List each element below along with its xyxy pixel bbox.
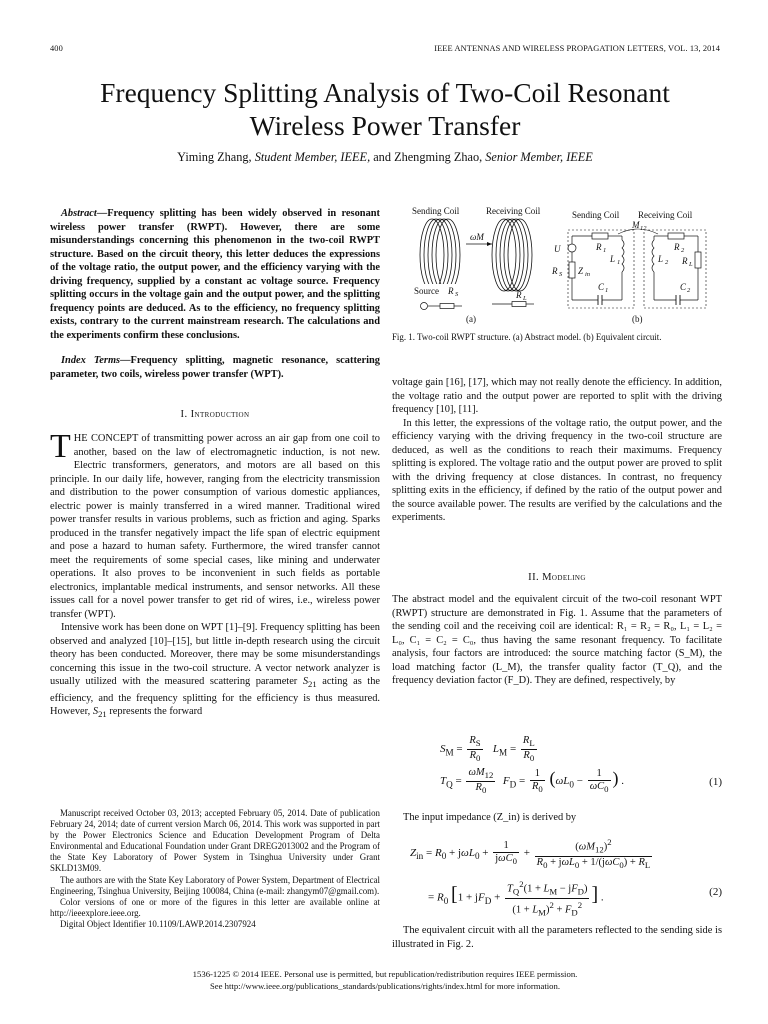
author-list [40,150,730,165]
copyright-line-2: See http://www.ieee.org/publications_standards/publications/rights/index.html for more information. [209,981,561,991]
fig-b-c2: C [680,282,687,292]
fig-b-m12-sub: 12 [640,225,647,232]
fig-b-rl: R [682,256,688,266]
intro-paragraph-1: of transmitting power across an air gap from one coil to another, based on the law of electromagnetic induction, is not new. Electric transformers, generators, and motors are all based on this principle. In our daily life, however, ranging from the electricity transmission and distribution to the power consumption of various domestic appliances, electric power is mainly transferred in a wired manner. Traditional wired power transfer results in various problems, such as friction and aging. Sparks produced in the transfer negatively impact the life span of electric equipment and pose a hazard to human safety. Furthermore, the wired transfer cannot meet the requirements of some special cases, like mining and underwater operations. It also proves to be inconvenient in such fields as portable electronics, implantable medical instruments, and sensor networks. All these issues call for a novel power transfer to get rid of wires, i.e., wireless power transfer (WPT). [50,433,380,620]
right-paragraph-1: In this letter, the expressions of the voltage ratio, the output power, and the efficiency varying with the driving frequency in the two-coil structure are deduced, as well as the conditions to reach their maximums. Frequency splitting is explored. The voltage ratio and the output power are proved to split with the driving frequency at close distances. In contrast, no frequency splitting exits in the efficiency, if defined by the ratio of the output power and the source available power. The results are verified by the calculations and the experiments. [392,417,722,523]
fig-b-rs: R [552,266,558,276]
fig-b-sending-coil-label: Sending Coil [572,210,620,220]
footnote [50,808,380,930]
author-2-role: Senior Member, IEEE [485,150,593,164]
copyright-notice [40,968,730,992]
right-col-top [392,376,722,525]
fig-b-zin-sub: in [585,271,591,278]
equation-1-number: (1) [709,776,722,788]
fig-b-r2-resistor [668,233,684,239]
s21-subscript: 21 [308,679,317,690]
fig-b-voltage-source [568,244,576,252]
author-2: Zhengming Zhao, [394,150,483,164]
footnote-affiliation: The authors are with the State Key Laboratory of Power System, Department of Electrical Engineering, Tsinghua University, Beijing 100084, China (e-mail: zhangym07@gmail.com). [50,874,380,896]
intro-paragraph-2b: acting as the efficiency, and the frequency splitting for the efficiency is thus measured. However, [50,676,380,718]
fig-a-source-symbol [421,303,428,310]
footnote-manuscript: Manuscript received October 03, 2013; accepted February 05, 2014. Date of publication February 24, 2014; date of current version March 06, 2014. This work was supported in part by the Power Electronics Science and Education Development Program of Delta Environmental and Educational Foundation under Grant DREG2013002 and the Program of the State Key Laboratory of Power System in Tsinghua University under Grant SKLD13M09. [50,808,380,874]
fig-b-l1-sub: 1 [617,259,621,266]
intro-paragraph-2a: Intensive work has been done on WPT [1]–[9]. Frequency splitting has been observed and analyzed [10]–[15], but little in-depth research using the circuit theory has been conducted. Moreover, there may be some misunderstandings concerning this issue in the two-coil structure. A vector network analyzer is usually utilized with the measured scattering parameter [50,622,380,687]
abstract-lead: Abstract [61,208,97,219]
fig-b-c1-sub: 1 [605,287,609,294]
right-paragraph-0: voltage gain [16], [17], which may not really denote the efficiency. In addition, the voltage ratio and the output power are reported to split with the driving frequency [10], [11]. [392,377,722,415]
fig-a-arrow-head [487,242,492,246]
running-header [50,44,720,58]
fig-b-receiving-coil-label: Receiving Coil [638,210,693,220]
fig-b-r2-sub: 2 [681,247,685,254]
s21-subscript-2: 21 [98,709,107,720]
equivalent-circuit-text: The equivalent circuit with all the parameters reflected to the sending side is illustrated in Fig. 2. [392,925,722,950]
equation-2-number: (2) [709,886,722,898]
intro-lead-caps: HE CONCEPT [73,433,139,444]
fig-b-r1: R [596,242,602,252]
fig-b-r2: R [674,242,680,252]
index-terms-text: —Frequency splitting, magnetic resonance, scattering parameter, two coils, wireless power transfer (WPT). [50,355,380,380]
fig-b-l2: L [658,254,664,264]
intro-body [50,432,380,804]
fig-a-receiving-coil-label: Receiving Coil [486,206,541,216]
fig-b-rs-sub: S [559,271,563,278]
index-terms-lead: Index Terms [61,355,121,366]
fig-b-l2-inductor [652,240,654,272]
abstract-text: —Frequency splitting has been widely observed in resonant wireless power transfer (RWPT). However, there are some misunderstandings concerning this phenomenon in the two-coil RWPT structure. Based on the circuit theory, this letter deduces the expressions of the voltage ratio, the output power, and the efficiency varying with the driving frequency, supplied by a constant ac voltage source. Frequency splitting occurs in the voltage gain and the output power, and the splitting frequency points are deduced. As to the efficiency, no frequency splitting exists, contrary to the current mainstream research. The calculations and the experiments confirm these conclusions. [50,208,380,341]
abstract [50,207,380,342]
figure-1 [392,200,722,328]
drop-cap: T [50,432,71,465]
title-line-2: Wireless Power Transfer [249,110,521,141]
fig-a-rs: R [448,286,454,296]
fig-a-receiving-coil [492,219,532,291]
fig-b-r1-sub: 1 [603,247,607,254]
figure-1-caption: Fig. 1. Two-coil RWPT structure. (a) Abstract model. (b) Equivalent circuit. [392,332,662,342]
fig-b-r1-resistor [592,233,608,239]
paper-title [40,76,730,142]
title-line-1: Frequency Splitting Analysis of Two-Coil Resonant [100,77,670,108]
fig-b-rl-resistor [695,252,701,268]
s21-symbol-2: S [92,706,99,718]
input-impedance-text: The input impedance (Z_in) is derived by [403,812,577,823]
fig-a-rs-resistor [440,304,454,309]
footnote-doi: Digital Object Identifier 10.1109/LAWP.2014.2307924 [60,918,256,929]
fig-b-rl-sub: L [689,261,693,268]
fig-b-zin: Z [578,266,584,276]
section-2-heading: II. Modeling [528,572,586,583]
fig-a-rl-sub: L [523,295,527,302]
journal-name: IEEE ANTENNAS AND WIRELESS PROPAGATION LETTERS, VOL. 13, 2014 [434,44,720,53]
section-1-heading: I. Introduction [180,409,250,420]
fig-b-label: (b) [632,314,643,324]
equation-2: $Z_{in} = R_0 + j\omega L_0$ + $\frac{1}{j\omega C_0}$ + $\frac{(\omega M_{12})^2}{R_0 + j\omega L_0 + 1/(j\omega C_0) + R_L}$ = $R_0$ [$1 + jF_D$ + $\frac{T_Q^2(1 + L_M - jF_D)}{(1 + L_M)^2 + F_D^2}$ ] . (2) [410,837,722,918]
fig-a-rl-resistor [512,302,526,307]
fig-a-sending-coil [420,219,460,291]
copyright-line-1: 1536-1225 © 2014 IEEE. Personal use is permitted, but republication/redistribution requires IEEE permission. [192,969,578,979]
fig-b-l1: L [610,254,616,264]
fig-b-l2-sub: 2 [665,259,669,266]
fig-a-omega-m: ωM [470,232,484,242]
fig-a-rl: R [516,290,522,300]
fig-b-m12: M [632,220,640,230]
fig-b-c2-sub: 2 [687,287,691,294]
fig-b-rs-resistor [569,262,575,278]
fig-b-c1: C [598,282,605,292]
page-number: 400 [50,44,63,53]
fig-a-rs-sub: S [455,291,459,298]
fig-a-sending-coil-label: Sending Coil [412,206,460,216]
modeling-paragraph: The abstract model and the equivalent circuit of the two-coil resonant WPT (RWPT) structure are demonstrated in Fig. 1. Assume that the parameters of the sending coil and the receiving coil are identical: R₁ = R₂ = R₀, L₁ = L₂ = L₀, C₁ = C₂ = C₀, thus having the same resonant frequency. To facilitate analysis, four factors are introduced: the source matching factor (S_M), the load matching factor (L_M), the transfer quality factor (T_Q), and the frequency deviation factor (F_D). They are defined, respectively, by [392,594,722,686]
fig-b-u: U [554,244,561,254]
equation-1: $S_M$ = $\frac{R_S}{R_0}$ $L_M$ = $\frac{R_L}{R_0}$ $T_Q$ = $\frac{\omega M_{12}}{R_0}$ $F_D$ = $\frac{1}{R_0}$ ($\omega L_0$ − $\frac{1}{\omega C_0}$ ) . (1) [440,735,722,796]
index-terms [50,354,380,381]
fig-a-source-label: Source [414,286,439,296]
intro-paragraph-2c: represents the forward [106,706,203,718]
author-1-role: Student Member, IEEE, [254,150,371,164]
author-1: Yiming Zhang, [177,150,252,164]
author-conjunction: and [373,150,391,164]
fig-b-l1-inductor [622,240,624,272]
footnote-color: Color versions of one or more of the figures in this letter are available online at http://ieeexplore.ieee.org. [50,896,380,918]
s21-symbol: S [302,676,309,687]
fig-a-label: (a) [466,314,476,324]
